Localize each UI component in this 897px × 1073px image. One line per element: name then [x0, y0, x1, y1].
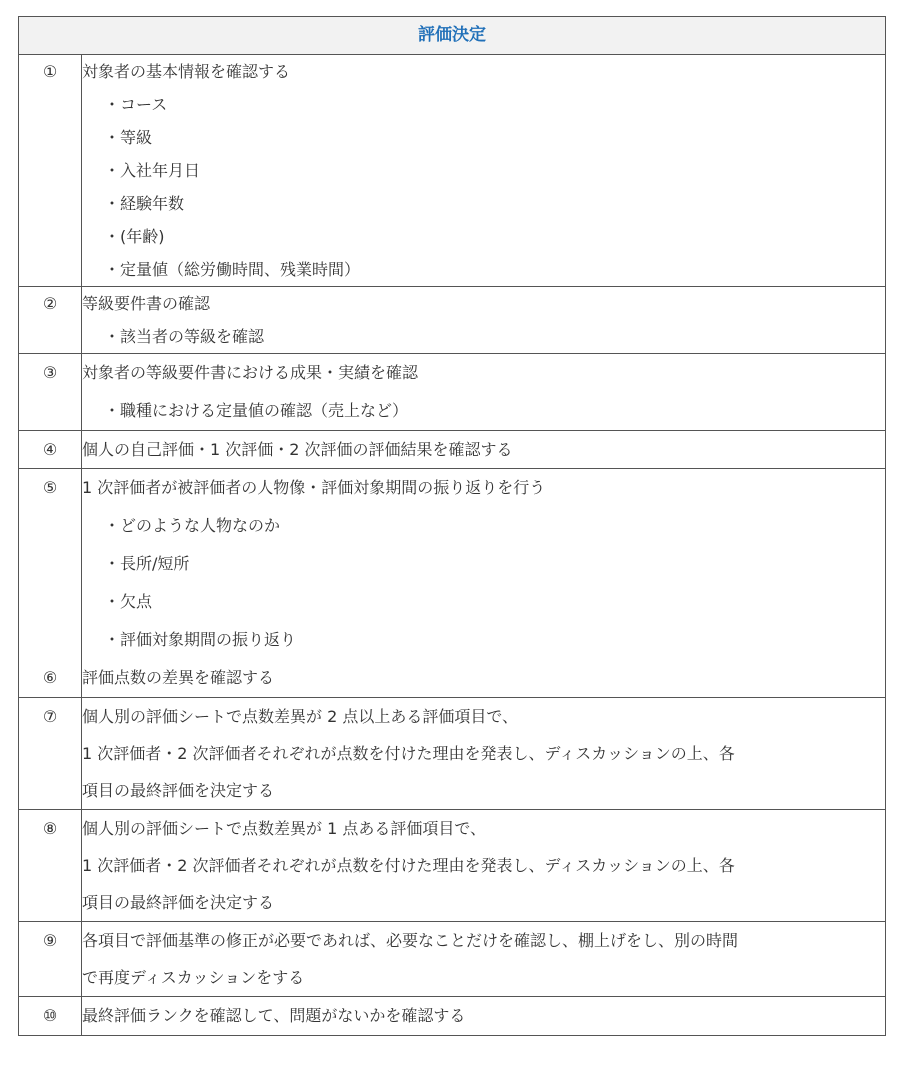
- step-item: ・評価対象期間の振り返り: [104, 630, 297, 649]
- table-row: [19, 55, 886, 287]
- step-content: [82, 810, 886, 922]
- table-header-row: [19, 17, 886, 55]
- step-item: ・経験年数: [104, 194, 185, 213]
- step-number-cell: [19, 997, 82, 1036]
- table-row: [19, 354, 886, 431]
- step-item: ・入社年月日: [104, 161, 201, 180]
- step-item: ・該当者の等級を確認: [104, 327, 265, 346]
- step-content: [82, 997, 886, 1036]
- table-row: [19, 922, 886, 997]
- step-item: ・(年齢): [104, 227, 165, 246]
- step-line: 最終評価ランクを確認して、問題がないかを確認する: [82, 1006, 466, 1025]
- step-content: [82, 431, 886, 469]
- step-item: ・欠点: [104, 592, 153, 611]
- step-number-cell: [19, 469, 82, 698]
- step-line: 個人別の評価シートで点数差異が 1 点ある評価項目で、: [82, 819, 487, 838]
- step-number: ⑨: [42, 931, 58, 950]
- step-number-cell: [19, 55, 82, 287]
- step-content: [82, 469, 886, 698]
- step-heading: 対象者の基本情報を確認する: [82, 62, 291, 81]
- step-item: ・コース: [104, 95, 168, 114]
- step-content: [82, 922, 886, 997]
- table-row: [19, 810, 886, 922]
- step-number: ②: [42, 294, 58, 313]
- step-number: ⑥: [42, 668, 58, 687]
- step-heading: 等級要件書の確認: [82, 294, 211, 313]
- step-number-cell: [19, 354, 82, 431]
- step-item: ・職種における定量値の確認（売上など）: [104, 401, 409, 420]
- step-number: ⑧: [42, 819, 58, 838]
- table-row: [19, 287, 886, 354]
- step-content: [82, 698, 886, 810]
- table-row: [19, 431, 886, 469]
- step-item: ・どのような人物なのか: [104, 516, 281, 535]
- step-number: ③: [42, 363, 58, 382]
- step-number-cell: [19, 810, 82, 922]
- step-line: 項目の最終評価を決定する: [82, 781, 275, 800]
- table-title: 評価決定: [19, 17, 886, 55]
- step-number-cell: [19, 431, 82, 469]
- step-content: [82, 354, 886, 431]
- step-item: ・長所/短所: [104, 554, 190, 573]
- evaluation-table: [18, 16, 886, 1036]
- step-content: [82, 287, 886, 354]
- step-line: 1 次評価者・2 次評価者それぞれが点数を付けた理由を発表し、ディスカッションの上、各: [82, 744, 735, 763]
- step-number: ④: [42, 440, 58, 459]
- step-number: ⑤: [42, 478, 58, 497]
- table-row: [19, 469, 886, 698]
- step-number-cell: [19, 922, 82, 997]
- step-number-cell: [19, 287, 82, 354]
- step-line: 各項目で評価基準の修正が必要であれば、必要なことだけを確認し、棚上げをし、別の時間: [82, 931, 739, 950]
- step-line: 項目の最終評価を決定する: [82, 893, 275, 912]
- step-line: 1 次評価者・2 次評価者それぞれが点数を付けた理由を発表し、ディスカッションの上、各: [82, 856, 735, 875]
- step-heading: 対象者の等級要件書における成果・実績を確認: [82, 363, 419, 382]
- step-heading: 個人の自己評価・1 次評価・2 次評価の評価結果を確認する: [82, 440, 513, 459]
- step-number-cell: [19, 698, 82, 810]
- table-row: [19, 997, 886, 1036]
- step-number: ⑦: [42, 707, 58, 726]
- table-row: [19, 698, 886, 810]
- step-heading: 評価点数の差異を確認する: [82, 668, 275, 687]
- step-number: ①: [42, 62, 58, 81]
- step-number: ⑩: [42, 1006, 58, 1025]
- step-line: 個人別の評価シートで点数差異が 2 点以上ある評価項目で、: [82, 707, 519, 726]
- step-content: [82, 55, 886, 287]
- step-item: ・定量値（総労働時間、残業時間）: [104, 260, 361, 279]
- step-item: ・等級: [104, 128, 153, 147]
- step-heading: 1 次評価者が被評価者の人物像・評価対象期間の振り返りを行う: [82, 478, 546, 497]
- step-line: で再度ディスカッションをする: [82, 968, 305, 987]
